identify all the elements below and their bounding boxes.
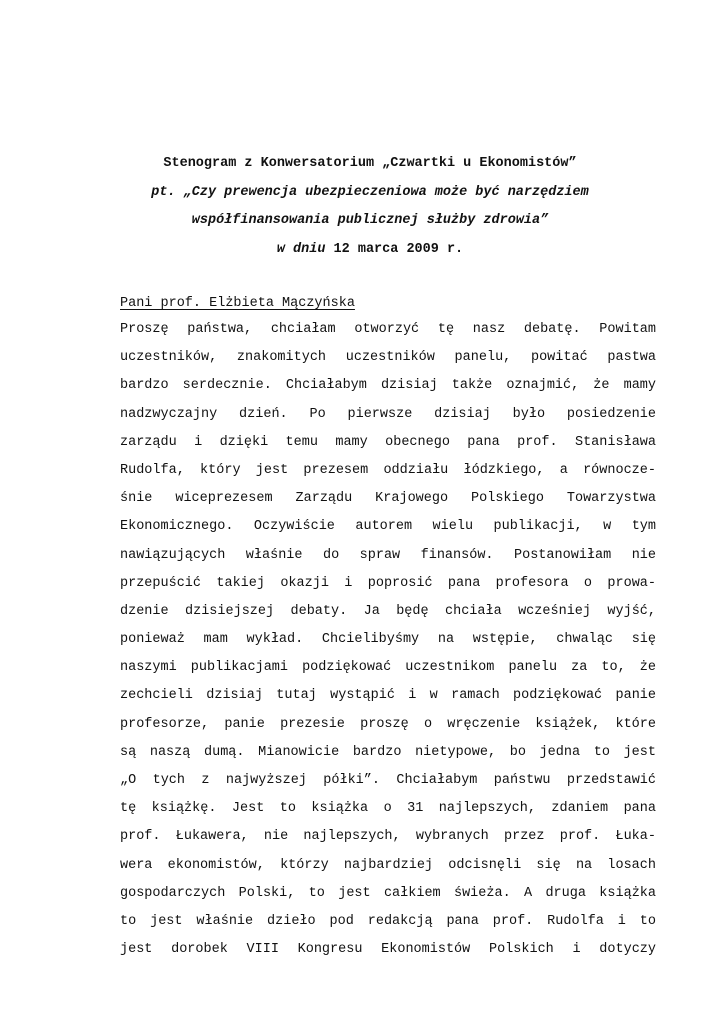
body-line: „O tych z najwyższej półki”. Chciałabym państwu przedstawić [120, 773, 656, 788]
body-line: Proszę państwa, chciałam otworzyć tę nasz debatę. Powitam [120, 322, 656, 337]
body-line: to jest właśnie dzieło pod redakcją pana prof. Rudolfa i to [120, 913, 656, 929]
title-date: 12 marca 2009 r. [325, 241, 464, 257]
body-line: ponieważ mam wykład. Chcielibyśmy na wstępie, chwaląc się [120, 632, 656, 648]
body-line: naszymi publikacjami podziękować uczestnikom panelu za to, że [120, 660, 656, 676]
body-line: tę książkę. Jest to książka o 31 najlepszych, zdaniem pana [120, 801, 656, 817]
body-line: jest dorobek VIII Kongresu Ekonomistów Polskich i dotyczy [120, 942, 656, 958]
body-line: śnie wiceprezesem Zarządu Krajowego Polskiego Towarzystwa [120, 491, 656, 507]
body-line: zarządu i dzięki temu mamy obecnego pana prof. Stanisława [120, 434, 656, 450]
body-line: uczestników, znakomitych uczestników panelu, powitać pastwa [120, 350, 656, 366]
body-line: profesorze, panie prezesie proszę o wręczenie książek, które [120, 716, 656, 732]
title-line-3-text: współfinansowania publicznej służby zdrowia” [191, 213, 549, 228]
body-line: nadzwyczajny dzień. Po pierwsze dzisiaj było posiedzenie [120, 406, 656, 422]
body-text [120, 316, 656, 964]
title-line-1: Stenogram z Konwersatorium „Czwartki u Ekonomistów” [163, 156, 577, 171]
title-line-2 [80, 179, 660, 208]
body-line: są naszą dumą. Mianowicie bardzo nietypowe, bo jedna to jest [120, 744, 656, 760]
title-line-4 [80, 236, 660, 265]
body-line: wera ekonomistów, którzy najbardziej odcisnęli się na losach [120, 857, 656, 873]
body-line: gospodarczych Polski, to jest całkiem świeża. A druga książka [120, 885, 656, 901]
body-line: zechcieli dzisiaj tutaj wystąpić i w ramach podziękować panie [120, 688, 656, 704]
body-line: nawiązujących właśnie do spraw finansów. Postanowiłam nie [120, 547, 656, 563]
document-title-block [80, 150, 660, 264]
body-line: prof. Łukawera, nie najlepszych, wybranych przez prof. Łuka- [120, 829, 656, 845]
body-line: Rudolfa, który jest prezesem oddziału łódzkiego, a równocze- [120, 462, 656, 478]
body-line: przepuścić takiej okazji i poprosić pana profesora o prowa- [120, 575, 656, 591]
title-line-3 [80, 207, 660, 236]
body-line: bardzo serdecznie. Chciałabym dzisiaj także oznajmić, że mamy [120, 378, 656, 394]
title-line-2-text: pt. „Czy prewencja ubezpieczeniowa może być narzędziem [151, 184, 589, 200]
body-line: dzenie dzisiejszej debaty. Ja będę chciała wcześniej wyjść, [120, 603, 656, 619]
body-line: Ekonomicznego. Oczywiście autorem wielu publikacji, w tym [120, 519, 656, 535]
title-date-prefix: w dniu [276, 241, 326, 257]
speaker-name: Pani prof. Elżbieta Mączyńska [120, 296, 355, 311]
